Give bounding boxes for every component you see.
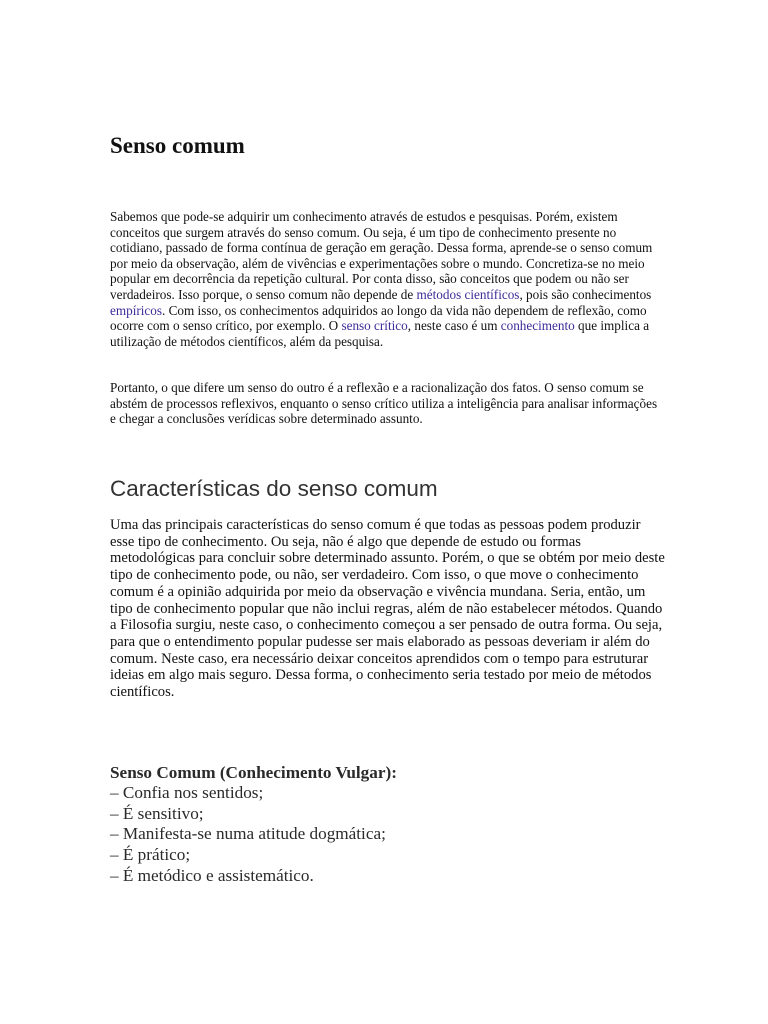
text-run: que implica a utilização de métodos científicos, além da pesquisa. bbox=[110, 318, 650, 349]
characteristics-paragraph: Uma das principais características do senso comum é que todas as pessoas podem produzir esse tipo de conhecimento. Ou seja, não é algo que depende de estudo ou formas metodológicas para concluir sobre determinado assunto. Porém, o que se obtém por meio deste tipo de conhecimento pode, ou não, ser verdadeiro. Com isso, o que move o conhecimento comum é a opinião adquirida por meio da observação e vivência mundana. Seria, então, um tipo de conhecimento popular que não inclui regras, além de não estabelecer métodos. Quando a Filosofia surgiu, neste caso, o conhecimento começou a ser pensado de outra forma. Ou seja, para que o entendimento popular pudesse ser mais elaborado as pessoas deveriam ir além do comum. Neste caso, era necessário deixar conceitos aprendidos com o tempo para estruturar ideias em algo mais seguro. Dessa forma, o conhecimento seria testado por meio de métodos científicos. bbox=[110, 517, 665, 701]
characteristics-list-block bbox=[110, 763, 610, 887]
characteristics-list bbox=[110, 783, 610, 887]
list-item: – É prático; bbox=[110, 845, 191, 865]
intro-paragraph bbox=[110, 209, 660, 349]
text-run: , neste caso é um bbox=[407, 318, 501, 334]
list-item: – É metódico e assistemático. bbox=[110, 865, 314, 885]
link-senso-critico[interactable]: senso crítico bbox=[341, 318, 408, 334]
list-item: – É sensitivo; bbox=[110, 803, 204, 823]
text-run: , pois são conhecimentos bbox=[519, 286, 652, 302]
section-heading: Características do senso comum bbox=[110, 476, 438, 501]
link-conhecimento[interactable]: conhecimento bbox=[500, 318, 575, 334]
page-title: Senso comum bbox=[110, 133, 245, 158]
text-run: Sabemos que pode-se adquirir um conhecimento através de estudos e pesquisas. Porém, existem conceitos que surgem através do senso comum. Ou seja, é um tipo de conhecimento presente no cotidiano, passado de forma contínua de geração em geração. Dessa forma, aprende-se o senso comum por meio da observação, além de vivências e experimentações sobre o mundo. Concretiza-se no meio popular em decorrência da repetição cultural. Por conta disso, são conceitos que podem ou não ser verdadeiros. Isso porque, o senso comum não depende de bbox=[110, 209, 653, 302]
link-metodos-cientificos[interactable]: métodos científicos bbox=[416, 286, 520, 302]
text-run: . Com isso, os conhecimentos adquiridos ao longo da vida não dependem de reflexão, como ocorre com o senso crítico, por exemplo. O bbox=[110, 302, 647, 334]
list-item: – Manifesta-se numa atitude dogmática; bbox=[110, 824, 386, 844]
comparison-paragraph: Portanto, o que difere um senso do outro é a reflexão e a racionalização dos fatos. O senso comum se abstém de processos reflexivos, enquanto o senso crítico utiliza a inteligência para analisar informações e chegar a conclusões verídicas sobre determinado assunto. bbox=[110, 380, 658, 427]
link-empiricos[interactable]: empíricos bbox=[110, 302, 163, 318]
list-item: – Confia nos sentidos; bbox=[110, 783, 264, 802]
list-title: Senso Comum (Conhecimento Vulgar): bbox=[110, 763, 397, 782]
